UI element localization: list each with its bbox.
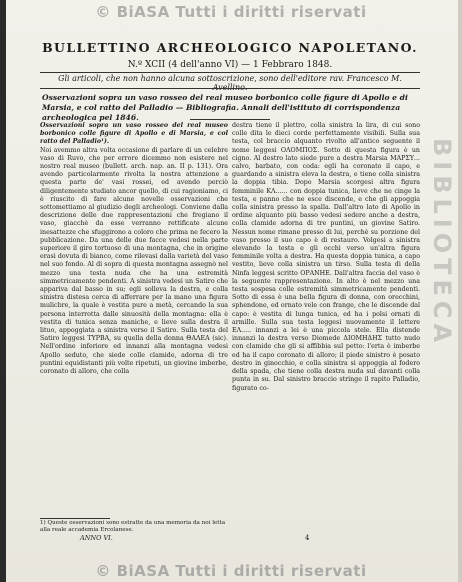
library-seal-stamp: BIBLIOTECA (428, 137, 456, 348)
right-column (232, 122, 420, 393)
journal-title: BULLETTINO ARCHEOLOGICO NAPOLETANO. (42, 40, 418, 55)
header-rule-top (40, 72, 420, 73)
watermark-top: © BiASA Tutti i diritti riservati (95, 3, 367, 21)
footnote: 1) Queste osservazioni sono estratte da una memoria da noi letta alla reale accademia Ercolanese. (40, 520, 226, 533)
footnote-rule (40, 518, 110, 519)
page-number: 4 (305, 534, 310, 542)
left-column (40, 122, 228, 376)
header-rule-bottom (40, 88, 420, 89)
issue-line: N.º XCII (4 dell'anno VI) — 1 Febbraro 1848. (127, 60, 333, 70)
article-heading: Osservazioni sopra un vaso rosseo del real museo borbonico colle figure di Apollo e di Marsia, e col ratto del Palladio¹). (40, 122, 228, 146)
right-column-body: destra tiene il plettro, colla sinistra la lira, di cui sono colle dita le dieci corde perfettamente visibili. Sulla sua testa, col braccio alquanto rivolto all'antico seguente il nome leggesi ΟΛΟΜΠΟΣ. Sotto di questa figura è un cigno. Al destro lato siede pure a destra Marsia ΜΑΡΣΥ... calvo, barbato, con coda: egli ha coronato il capo, e guardando a sinistra eleva la destra, e tiene colla sinistra la doppia tibia. Dopo Marsia scorgesi altra figura femminile ΚΛ...... con doppia tunica, lieve che ne cinge la testa, e panno che ne esce discende, e che gli appoggia colla sinistra presso la spalla. Dall'altro lato di Apollo in ordine alquanto più basso vedesi sedere anche a destra, colla clamide adorna di tre puntini, un giovine Satiro. Nessun nome rimane presso di lui, perchè su porzione del vaso presso il suo capo è di restauro. Volgesi a sinistra elevando la testa e gli occhi verso un'altra figura femminile volta a destra. Ha questa doppia tunica, a capo vestito, lieve colla sinistra un tirso. Sulla testa di della Ninfa leggesi scritto ΟΡΑΝΗΕ. Dall'altra faccia del vaso è la seguente rappresentazione. In alto è nel mezzo una testa sospesa colle estremità simmetricamente pendenti. Sotto di essa è una bella figura di donna, con orecchini, sphendone, ed ornato vele con frange, che le discende dal capo: è vestita di lunga tunica, ed ha i polsi ornati di armille. Sulla sua testa leggesi nuovamente il lettere ΕΛ..... innanzi a lei è una piccola stele. Ella distende innanzi la destra verso Diomede ΔΙΟΜΗΔΗΣ tutto nudo con clamide che gli si affibbia sul petto: l'erta è imberbe ed ha il capo coronato di alloro; il piede sinistro è posato destro in ginocchio, e colla sinistra si appoggia al fodero della spada, che tiene colla destra nuda sul davanti colla punta in su. Dal sinistro braccio stringe il rapito Palladio, figurato co- (232, 122, 420, 392)
scan-edge-left (0, 0, 6, 582)
editor-notice: Gli articoli, che non hanno alcuna sottoscrizione, sono dell'editore rav. Francesco M. (58, 74, 402, 83)
watermark-bottom: © BiASA Tutti i diritti riservati (95, 562, 367, 580)
scan-edge-right (458, 0, 462, 582)
left-column-body: Noi avemmo altra volta occasione di parlare di un celebre vaso di Ruvo, che per errore dicemmo non esistere nel nostro real museo (bullett. arch. nap. an. II p. 131). Ora avendo particolarmente rivolta la nostra attenzione a questa parte de' vasi rossei, ed avendo perciò diligentemente studiato ancor quello, di cui ragioniamo, ci è riuscito di fare alcune novelle osservazioni che sottomettiamo al giudizio degli archeologi. Conviene dalla descrizione delle due rappresentazioni che fregiano il vaso, giacchè da esse verranno rettificate alcune inesattezze che sfuggirono a coloro che prima ne fecero la pubblicazione. Da una delle due facce vedesi nella parte superiore il giro tortuoso di una montagna, che in origine erasi dovuta di bianco, come rilevasi dalla varietà del vaso nel suo fondo. Al di sopra di questa montagna assegnò nel mezzo una testa nuda che ha una estremità simmetricamente pendenti. A sinistra vedesi un Satiro che appariva dal basso in su; egli solleva la destra, e colla sinistra distesa cerca di afferrare per la mano una figura mulicbre, la quale è vestita pure a metà, cercando la sua persona interrotta dalle sinuosità della montagna: ella è vestita di tunica senza maniche, e lieve sulla destra il lituo, appoggiata a sinistra verso il Satiro. Sulla testa del Satiro leggesi ΤΥΡΒΑ, su quella della donna ΘΑΛΕΑ (sic). Nell'ordine inferiore ed innanzi alla montagna vedesi Apollo seduto, che siede colle clamide, adorna di tre puntini equidistanti più volte ripetuti, un giovine imberbe, coronato di alloro, che colla (40, 146, 228, 376)
contents-summary: Osservazioni sopra un vaso rosseo del real museo borbonico colle figure di Apollo e di Marsia, e col ratto del Palladio — Bibliografia. Annali dell'istituto di corrispondenza archeologica pel 1846. (42, 93, 408, 122)
section-divider (190, 119, 270, 120)
sheet-mark: ANNO VI. (80, 534, 113, 542)
